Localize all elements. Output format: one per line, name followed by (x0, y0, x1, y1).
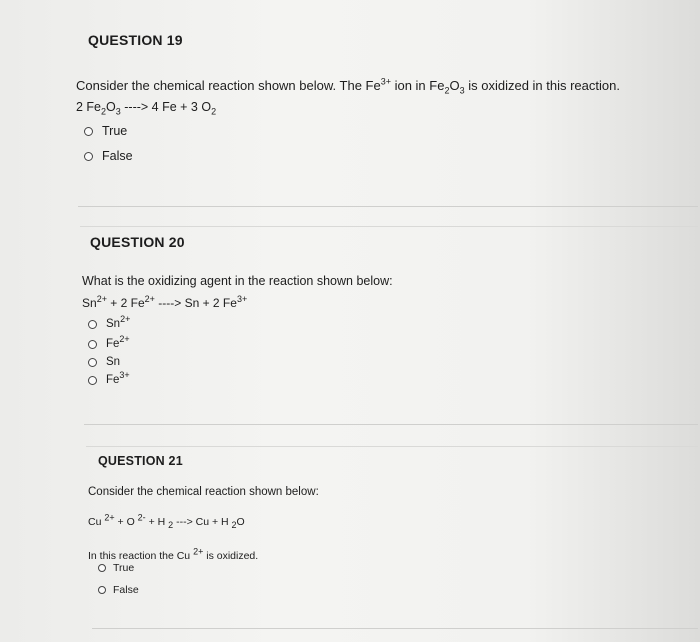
question-title: QUESTION 19 (88, 32, 183, 48)
option-false[interactable]: False (98, 584, 139, 596)
reaction-equation: $Sn^{2+} + 2$ $Fe^{2+}$ ----> Sn + 2 $Fe^{3+}$ (82, 294, 248, 310)
divider (78, 206, 698, 207)
option-false[interactable]: False (84, 149, 133, 163)
radio-button[interactable] (84, 127, 93, 136)
question-text: Consider the chemical reaction shown below: (88, 486, 319, 498)
option-true[interactable]: True (98, 562, 134, 574)
question-text: Consider the chemical reaction shown below. The $Fe^{3+}$ ion in $Fe_2O_3$ is oxidized in this reaction. (76, 76, 620, 96)
option-sn[interactable]: Sn (88, 356, 120, 368)
divider (86, 446, 698, 447)
radio-button[interactable] (88, 358, 97, 367)
radio-button[interactable] (98, 586, 106, 594)
radio-button[interactable] (88, 340, 97, 349)
question-text: What is the oxidizing agent in the reaction shown below: (82, 274, 393, 288)
radio-button[interactable] (88, 376, 97, 385)
question-title: QUESTION 21 (98, 454, 183, 468)
question-statement: In this reaction the Cu $^{2+}$ is oxidized. (88, 546, 259, 562)
option-sn2plus[interactable]: $Sn^{2+}$ (88, 318, 130, 330)
divider (92, 628, 698, 629)
option-fe3plus[interactable]: $Fe^{3+}$ (88, 374, 130, 386)
reaction-equation: 2 $Fe_2O_3$ ----> 4 Fe + 3 $O_2$ (76, 100, 217, 117)
divider (80, 226, 698, 227)
radio-button[interactable] (88, 320, 97, 329)
divider (84, 424, 698, 425)
option-true[interactable]: True (84, 124, 127, 138)
reaction-equation: Cu $^{2+}$ + O $^{2-}$ + H $_2$ ---> Cu + H $_2$O (88, 512, 245, 531)
question-title: QUESTION 20 (90, 234, 185, 250)
radio-button[interactable] (84, 152, 93, 161)
radio-button[interactable] (98, 564, 106, 572)
option-fe2plus[interactable]: $Fe^{2+}$ (88, 338, 130, 350)
